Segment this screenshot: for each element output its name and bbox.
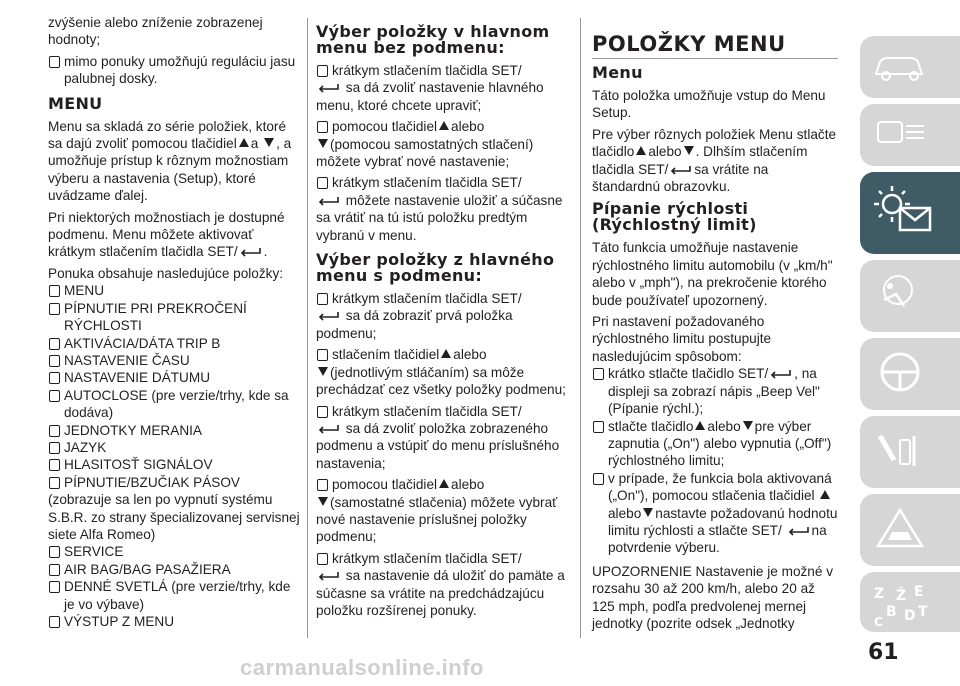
tab-technical[interactable] <box>860 572 960 632</box>
list-item: pomocou tlačidiel alebo <box>316 118 568 135</box>
svg-text:T: T <box>918 604 928 620</box>
paragraph: Menu sa skladá zo série položiek, ktoré sa dajú zvoliť pomocou tlačidiel a , a umožňuje prístup k rôznym možnostiam výberu a nastavenia (Setup), ktoré uvádzame ďalej. <box>48 118 292 204</box>
menu-list-item: PÍPNUTIE/BZUČIAK PÁSOV <box>48 474 300 491</box>
paragraph: Táto položka umožňuje vstup do Menu Setup. <box>592 88 826 121</box>
down-arrow-icon <box>318 367 328 376</box>
paragraph: Táto funkcia umožňuje nastavenie rýchlostného limitu automobilu (v „km/h" alebo v „mph"), na prekročenie ktorého bude používateľ upozornený. <box>592 240 833 308</box>
set-enter-icon <box>788 526 810 536</box>
set-enter-icon <box>318 83 340 93</box>
down-arrow-icon <box>684 146 694 155</box>
paragraph: môžete nastavenie uložiť a súčasne sa vrátiť na tú istú položku predtým vybranú v menu. <box>316 192 563 243</box>
up-arrow-icon <box>239 138 249 147</box>
paragraph: (samostatné stlačenia) môžete vybrať nové nastavenie príslušnej položky podmenu; <box>316 494 558 545</box>
up-arrow-icon <box>695 421 705 430</box>
page-title: POLOŽKY MENU <box>592 32 838 59</box>
column-2 <box>316 14 568 623</box>
menu-list-item: NASTAVENIE ČASU <box>48 352 300 369</box>
list-item: stlačte tlačidlo alebo pre výber zapnutia („On") alebo vypnutia („Off") rýchlostného limitu; <box>592 418 838 470</box>
section-heading: Pípanie rýchlosti (Rýchlostný limit) <box>592 199 757 235</box>
alphabet-index-icon <box>870 582 930 626</box>
list-item: krátkym stlačením tlačidla SET/ <box>316 290 568 307</box>
menu-list-item: AUTOCLOSE (pre verzie/trhy, kde sa dodáva) <box>48 387 300 422</box>
tab-driving[interactable] <box>860 338 960 410</box>
note: (zobrazuje sa len po vypnutí systému S.B.R. zo strany špecializovanej servisnej siete Alfa Romeo) <box>48 492 300 542</box>
list-item: krátkym stlačením tlačidla SET/ <box>316 174 568 191</box>
wrench-icon <box>870 426 930 476</box>
paragraph: Pri niektorých možnostiach je dostupné podmenu. Menu môžete aktivovať krátkym stlačením tlačidla SET/ . <box>48 209 285 260</box>
svg-text:Ž: Ž <box>896 588 907 604</box>
list-item: krátkym stlačením tlačidla SET/ <box>316 550 568 567</box>
paragraph: sa nastavenie dá uložiť do pamäte a súčasne sa vrátite na predchádzajúcu položku rozšírenej ponuky. <box>316 568 565 618</box>
down-arrow-icon <box>264 138 274 147</box>
tab-emergency[interactable] <box>860 494 960 566</box>
down-arrow-icon <box>318 497 328 506</box>
steering-wheel-icon <box>870 348 930 398</box>
menu-list-item: AIR BAG/BAG PASAŽIERA <box>48 561 300 578</box>
menu-list-item: JAZYK <box>48 439 300 456</box>
car-breakdown-icon <box>870 504 930 554</box>
svg-text:B: B <box>886 604 897 620</box>
menu-list-item: AKTIVÁCIA/DÁTA TRIP B <box>48 335 300 352</box>
page-number: 61 <box>868 640 899 665</box>
menu-list-item: MENU <box>48 282 300 299</box>
tab-car[interactable] <box>860 36 960 98</box>
list-item: mimo ponuky umožňujú reguláciu jasu palubnej dosky. <box>48 53 300 88</box>
up-arrow-icon <box>820 490 830 499</box>
paragraph: sa dá zobraziť prvá položka podmenu; <box>316 308 513 341</box>
menu-list-item: NASTAVENIE DÁTUMU <box>48 369 300 386</box>
tab-lights[interactable] <box>860 104 960 166</box>
section-heading: Menu <box>592 63 643 82</box>
set-enter-icon <box>318 571 340 581</box>
up-arrow-icon <box>439 479 449 488</box>
paragraph: Pre výber rôznych položiek Menu stlačte tlačidlo alebo . Dlhším stlačením tlačidla SET/ sa vrátite na štandardnú obrazovku. <box>592 126 837 195</box>
down-arrow-icon <box>318 139 328 148</box>
down-arrow-icon <box>643 508 653 517</box>
down-arrow-icon <box>743 421 753 430</box>
set-enter-icon <box>318 424 340 434</box>
paragraph: (pomocou samostatných stlačení) môžete vybrať nové nastavenie; <box>316 136 534 170</box>
paragraph: Ponuka obsahuje nasledujúce položky: <box>48 265 284 281</box>
tab-safety[interactable] <box>860 260 960 332</box>
svg-text:C: C <box>874 615 883 626</box>
paragraph: UPOZORNENIE Nastavenie je možné v rozsahu 30 až 200 km/h, alebo 20 až 125 mph, podľa predvolenej mernej jednotky (pozrite odsek „Jednotky <box>592 563 833 631</box>
list-item: krátkym stlačením tlačidla SET/ <box>316 403 568 420</box>
paragraph: Pri nastavení požadovaného rýchlostného limitu postupujte nasledujúcim spôsobom: <box>592 314 772 364</box>
svg-text:Z: Z <box>874 586 885 602</box>
list-item: pomocou tlačidiel alebo <box>316 476 568 493</box>
menu-item-list <box>48 543 300 630</box>
section-heading: Výber položky z hlavného menu s podmenu: <box>316 250 555 286</box>
menu-list-item: JEDNOTKY MERANIA <box>48 422 300 439</box>
set-enter-icon <box>770 369 792 379</box>
up-arrow-icon <box>439 121 449 130</box>
menu-list-item: SERVICE <box>48 543 300 560</box>
up-arrow-icon <box>441 349 451 358</box>
airbag-person-icon <box>870 270 930 320</box>
set-enter-icon <box>670 165 692 175</box>
paragraph: sa dá zvoliť nastavenie hlavného menu, ktoré chcete upraviť; <box>316 80 544 113</box>
svg-text:D: D <box>904 608 916 624</box>
set-enter-icon <box>240 247 262 257</box>
column-1 <box>48 14 300 630</box>
list-item: stlačením tlačidiel alebo <box>316 346 568 363</box>
list-item: krátko stlačte tlačidlo SET/ , na displeji sa zobrazí nápis „Beep Vel" (Pípanie rýchl.); <box>592 365 838 417</box>
paragraph: sa dá zvoliť položka zobrazeného podmenu a vstúpiť do menu príslušného nastavenia; <box>316 420 560 471</box>
watermark: carmanualsonline.info <box>240 655 484 680</box>
list-item: krátkym stlačením tlačidla SET/ <box>316 62 568 79</box>
section-heading: MENU <box>48 93 103 113</box>
warning-lights-envelope-icon <box>870 182 940 238</box>
up-arrow-icon <box>636 146 646 155</box>
set-enter-icon <box>318 311 340 321</box>
set-enter-icon <box>318 196 340 206</box>
column-3 <box>592 14 838 636</box>
lights-tab-icon <box>870 114 930 154</box>
section-heading: Výber položky v hlavnom menu bez podmenu: <box>316 22 550 57</box>
column-divider <box>580 18 581 638</box>
svg-text:E: E <box>914 584 924 600</box>
menu-list-item: DENNÉ SVETLÁ (pre verzie/trhy, kde je vo výbave) <box>48 578 300 613</box>
list-item: v prípade, že funkcia bola aktivovaná („On"), pomocou stlačenia tlačidiel alebo nastavte požadovanú hodnotu limitu rýchlosti a stlačte SET/ na potvrdenie výberu. <box>592 470 838 557</box>
menu-list-item: VÝSTUP Z MENU <box>48 613 300 630</box>
menu-list-item: HLASITOSŤ SIGNÁLOV <box>48 456 300 473</box>
paragraph: (jednotlivým stláčaním) sa môže prechádzať cez všetky položky podmenu; <box>316 364 566 398</box>
tab-maintenance[interactable] <box>860 416 960 488</box>
column-divider <box>307 18 308 638</box>
paragraph: zvýšenie alebo zníženie zobrazenej hodnoty; <box>48 15 263 48</box>
menu-item-list <box>48 282 300 491</box>
car-tab-icon <box>870 46 930 86</box>
tab-dashboard[interactable] <box>860 172 960 254</box>
menu-list-item: PÍPNUTIE PRI PREKROČENÍ RÝCHLOSTI <box>48 300 300 335</box>
